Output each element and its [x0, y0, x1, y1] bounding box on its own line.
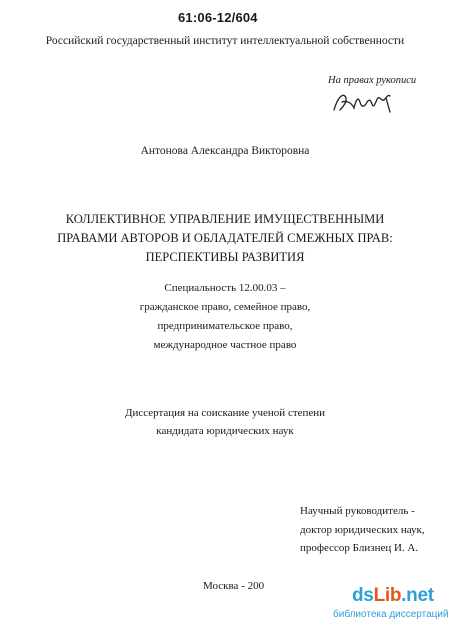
watermark-subtitle: библиотека диссертаций	[333, 609, 449, 620]
specialty-line: международное частное право	[153, 339, 297, 351]
author-name: Антонова Александра Викторовна	[140, 145, 310, 157]
specialty-line: Специальность 12.00.03 –	[164, 282, 286, 294]
institute-name: Российский государственный институт интеллектуальной собственности	[45, 35, 405, 47]
supervisor-line: профессор Близнец И. А.	[300, 542, 419, 554]
degree-line: кандидата юридических наук	[156, 425, 294, 437]
supervisor-block	[300, 502, 425, 558]
degree-line: Диссертация на соискание ученой степени	[124, 407, 326, 419]
degree-statement	[0, 404, 450, 440]
supervisor-line: доктор юридических наук,	[300, 523, 425, 536]
archive-code: 61:06-12/604	[178, 10, 258, 25]
specialty-block	[0, 279, 450, 355]
logo-part-lib: Lib	[373, 585, 402, 606]
logo-part-ds: ds	[352, 585, 374, 606]
specialty-line: предпринимательское право,	[157, 320, 293, 332]
dslib-logo	[352, 585, 434, 607]
title-line: КОЛЛЕКТИВНОЕ УПРАВЛЕНИЕ ИМУЩЕСТВЕННЫМИ	[65, 212, 385, 226]
handwritten-signature	[330, 88, 400, 116]
title-line: ПРАВАМИ АВТОРОВ И ОБЛАДАТЕЛЕЙ СМЕЖНЫХ ПРАВ:	[57, 231, 393, 245]
city-year: Москва - 200	[203, 580, 265, 592]
title-line: ПЕРСПЕКТИВЫ РАЗВИТИЯ	[145, 250, 305, 264]
dissertation-title	[40, 210, 410, 267]
supervisor-line: Научный руководитель -	[300, 505, 415, 517]
specialty-line: гражданское право, семейное право,	[139, 301, 311, 313]
logo-part-net: .net	[401, 585, 434, 606]
manuscript-rights-note: На правах рукописи	[328, 75, 417, 86]
